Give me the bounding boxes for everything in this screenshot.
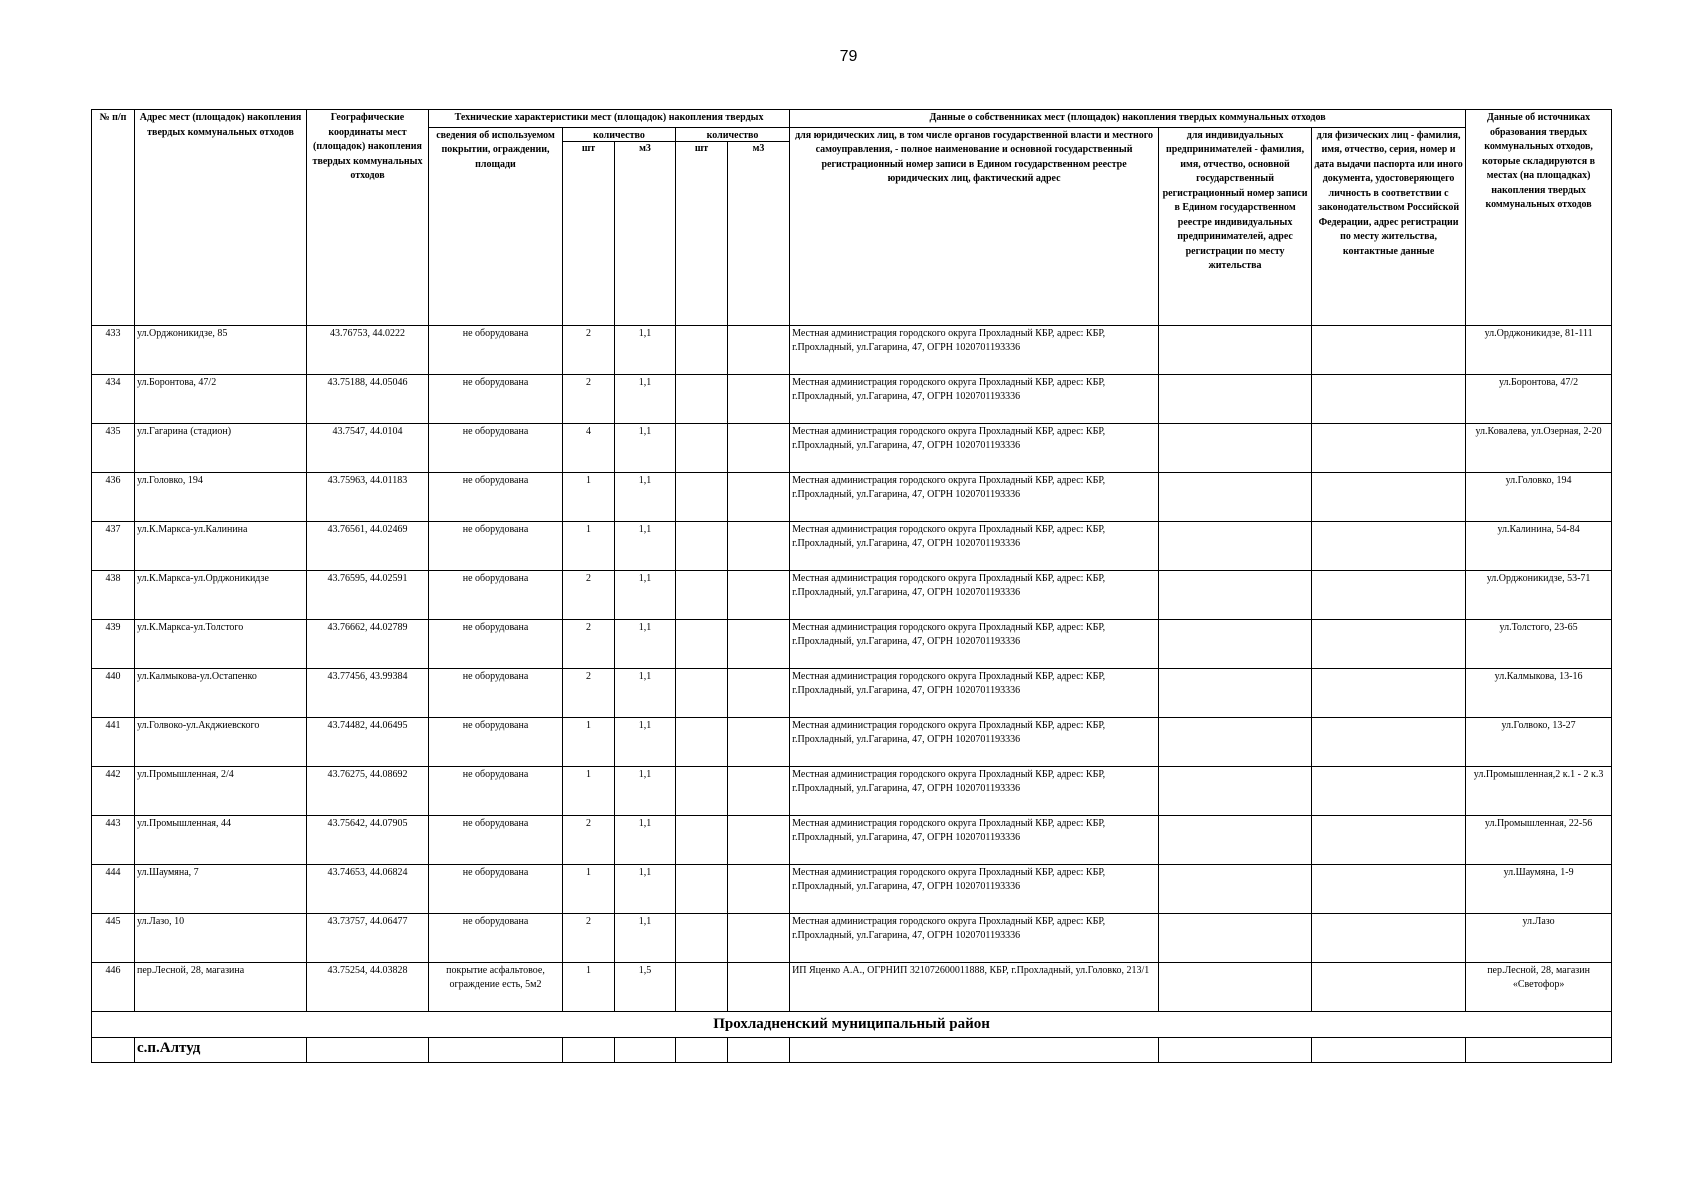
header-unit-pcs-planned: шт xyxy=(676,141,728,325)
row-m3-planned xyxy=(728,423,790,472)
settlement-empty-cell xyxy=(1312,1037,1466,1062)
row-owner-legal: Местная администрация городского округа Прохладный КБР, адрес: КБР, г.Прохладный, ул.Гагарина, 47, ОГРН 1020701193336 xyxy=(790,815,1159,864)
row-coords: 43.75642, 44.07905 xyxy=(307,815,429,864)
row-cover: не оборудована xyxy=(429,423,563,472)
row-owner-person xyxy=(1312,570,1466,619)
row-owner-legal: Местная администрация городского округа Прохладный КБР, адрес: КБР, г.Прохладный, ул.Гагарина, 47, ОГРН 1020701193336 xyxy=(790,717,1159,766)
header-qty-planned: количество xyxy=(676,127,790,141)
row-cover: не оборудована xyxy=(429,374,563,423)
row-owner-person xyxy=(1312,325,1466,374)
row-address: ул.Орджоникидзе, 85 xyxy=(135,325,307,374)
row-coords: 43.75254, 44.03828 xyxy=(307,962,429,1011)
row-m3: 1,1 xyxy=(615,423,676,472)
row-coords: 43.73757, 44.06477 xyxy=(307,913,429,962)
row-pcs-planned xyxy=(676,717,728,766)
table-row xyxy=(92,423,1612,472)
row-pcs-planned xyxy=(676,423,728,472)
row-address: ул.Голвоко-ул.Акджиевского xyxy=(135,717,307,766)
header-cover: сведения об используемом покрытии, ограждении, площади xyxy=(429,127,563,325)
table-row xyxy=(92,864,1612,913)
header-tech-group: Технические характеристики мест (площадок) накопления твердых xyxy=(429,110,790,128)
row-num: 434 xyxy=(92,374,135,423)
row-m3: 1,5 xyxy=(615,962,676,1011)
row-pcs-planned xyxy=(676,962,728,1011)
row-num: 442 xyxy=(92,766,135,815)
row-source: ул.Промышленная, 22-56 xyxy=(1466,815,1612,864)
row-pcs: 1 xyxy=(563,962,615,1011)
row-owner-person xyxy=(1312,766,1466,815)
row-owner-ip xyxy=(1159,374,1312,423)
row-owner-person xyxy=(1312,374,1466,423)
row-address: ул.Калмыкова-ул.Остапенко xyxy=(135,668,307,717)
row-source: ул.Боронтова, 47/2 xyxy=(1466,374,1612,423)
table-row xyxy=(92,325,1612,374)
row-owner-ip xyxy=(1159,717,1312,766)
row-m3-planned xyxy=(728,766,790,815)
row-cover: не оборудована xyxy=(429,521,563,570)
row-pcs: 1 xyxy=(563,766,615,815)
page-number: 79 xyxy=(839,48,858,65)
row-source: ул.Лазо xyxy=(1466,913,1612,962)
row-pcs-planned xyxy=(676,570,728,619)
row-m3-planned xyxy=(728,472,790,521)
row-source: ул.Голвоко, 13-27 xyxy=(1466,717,1612,766)
row-pcs: 2 xyxy=(563,668,615,717)
row-owner-ip xyxy=(1159,962,1312,1011)
row-owner-ip xyxy=(1159,570,1312,619)
row-owner-legal: Местная администрация городского округа Прохладный КБР, адрес: КБР, г.Прохладный, ул.Гагарина, 47, ОГРН 1020701193336 xyxy=(790,521,1159,570)
row-cover: не оборудована xyxy=(429,913,563,962)
row-owner-legal: Местная администрация городского округа Прохладный КБР, адрес: КБР, г.Прохладный, ул.Гагарина, 47, ОГРН 1020701193336 xyxy=(790,423,1159,472)
row-m3-planned xyxy=(728,717,790,766)
row-cover: не оборудована xyxy=(429,766,563,815)
row-coords: 43.77456, 43.99384 xyxy=(307,668,429,717)
row-source: ул.Шаумяна, 1-9 xyxy=(1466,864,1612,913)
row-coords: 43.74653, 44.06824 xyxy=(307,864,429,913)
table-row xyxy=(92,766,1612,815)
row-address: ул.Промышленная, 44 xyxy=(135,815,307,864)
row-owner-ip xyxy=(1159,619,1312,668)
header-owner-legal: для юридических лиц, в том числе органов государственной власти и местного самоуправления, - полное наименование и основной государственный регистрационный номер записи в Едином государственном реестре юридических лиц, фактический адрес xyxy=(790,127,1159,325)
settlement-empty-cell xyxy=(728,1037,790,1062)
row-num: 443 xyxy=(92,815,135,864)
row-m3-planned xyxy=(728,962,790,1011)
settlement-num xyxy=(92,1037,135,1062)
settlement-name-cell xyxy=(135,1037,307,1062)
row-owner-person xyxy=(1312,423,1466,472)
row-cover: покрытие асфальтовое, ограждение есть, 5м2 xyxy=(429,962,563,1011)
row-owner-person xyxy=(1312,717,1466,766)
row-cover: не оборудована xyxy=(429,717,563,766)
row-source: ул.Промышленная,2 к.1 - 2 к.3 xyxy=(1466,766,1612,815)
row-owner-legal: Местная администрация городского округа Прохладный КБР, адрес: КБР, г.Прохладный, ул.Гагарина, 47, ОГРН 1020701193336 xyxy=(790,668,1159,717)
row-num: 433 xyxy=(92,325,135,374)
row-num: 446 xyxy=(92,962,135,1011)
settlement-empty-cell xyxy=(1466,1037,1612,1062)
row-pcs: 2 xyxy=(563,374,615,423)
row-m3: 1,1 xyxy=(615,913,676,962)
row-num: 440 xyxy=(92,668,135,717)
row-m3: 1,1 xyxy=(615,766,676,815)
row-coords: 43.76561, 44.02469 xyxy=(307,521,429,570)
row-owner-legal: Местная администрация городского округа Прохладный КБР, адрес: КБР, г.Прохладный, ул.Гагарина, 47, ОГРН 1020701193336 xyxy=(790,766,1159,815)
row-pcs: 1 xyxy=(563,717,615,766)
row-m3-planned xyxy=(728,619,790,668)
row-pcs: 1 xyxy=(563,472,615,521)
row-cover: не оборудована xyxy=(429,815,563,864)
row-pcs-planned xyxy=(676,864,728,913)
row-address: ул.Лазо, 10 xyxy=(135,913,307,962)
row-coords: 43.76662, 44.02789 xyxy=(307,619,429,668)
table-row xyxy=(92,472,1612,521)
row-owner-ip xyxy=(1159,472,1312,521)
header-qty-placed: количество xyxy=(563,127,676,141)
row-owner-person xyxy=(1312,864,1466,913)
row-address: ул.Головко, 194 xyxy=(135,472,307,521)
row-m3-planned xyxy=(728,815,790,864)
row-address: ул.Шаумяна, 7 xyxy=(135,864,307,913)
row-num: 438 xyxy=(92,570,135,619)
row-num: 435 xyxy=(92,423,135,472)
row-owner-legal: Местная администрация городского округа Прохладный КБР, адрес: КБР, г.Прохладный, ул.Гагарина, 47, ОГРН 1020701193336 xyxy=(790,570,1159,619)
row-m3-planned xyxy=(728,325,790,374)
row-m3: 1,1 xyxy=(615,864,676,913)
row-cover: не оборудована xyxy=(429,668,563,717)
row-source: пер.Лесной, 28, магазин «Светофор» xyxy=(1466,962,1612,1011)
table-row xyxy=(92,717,1612,766)
settlement-empty-cell xyxy=(429,1037,563,1062)
row-m3: 1,1 xyxy=(615,815,676,864)
row-source: ул.Ковалева, ул.Озерная, 2-20 xyxy=(1466,423,1612,472)
row-coords: 43.76753, 44.0222 xyxy=(307,325,429,374)
table-row xyxy=(92,521,1612,570)
settlement-empty-cell xyxy=(676,1037,728,1062)
row-pcs: 2 xyxy=(563,570,615,619)
row-owner-ip xyxy=(1159,766,1312,815)
row-address: ул.К.Маркса-ул.Орджоникидзе xyxy=(135,570,307,619)
row-owner-person xyxy=(1312,962,1466,1011)
table-row xyxy=(92,962,1612,1011)
header-unit-m3-placed: м3 xyxy=(615,141,676,325)
row-num: 437 xyxy=(92,521,135,570)
row-address: ул.Промышленная, 2/4 xyxy=(135,766,307,815)
row-pcs-planned xyxy=(676,766,728,815)
row-pcs: 1 xyxy=(563,864,615,913)
row-pcs-planned xyxy=(676,325,728,374)
row-coords: 43.76595, 44.02591 xyxy=(307,570,429,619)
row-m3: 1,1 xyxy=(615,325,676,374)
settlement-empty-cell xyxy=(563,1037,615,1062)
row-cover: не оборудована xyxy=(429,570,563,619)
table-row xyxy=(92,374,1612,423)
row-pcs: 1 xyxy=(563,521,615,570)
row-owner-ip xyxy=(1159,913,1312,962)
row-m3-planned xyxy=(728,668,790,717)
row-coords: 43.76275, 44.08692 xyxy=(307,766,429,815)
row-owner-legal: Местная администрация городского округа Прохладный КБР, адрес: КБР, г.Прохладный, ул.Гагарина, 47, ОГРН 1020701193336 xyxy=(790,472,1159,521)
row-owner-ip xyxy=(1159,864,1312,913)
table-row xyxy=(92,913,1612,962)
settlement-row xyxy=(92,1037,1612,1062)
row-source: ул.Калмыкова, 13-16 xyxy=(1466,668,1612,717)
row-owner-ip xyxy=(1159,815,1312,864)
header-owner-ip: для индивидуальных предпринимателей - фамилия, имя, отчество, основной государственный регистрационный номер записи в Едином государственном реестре индивидуальных предпринимателей, адрес регистрации по месту жительства xyxy=(1159,127,1312,325)
row-cover: не оборудована xyxy=(429,864,563,913)
row-num: 436 xyxy=(92,472,135,521)
settlement-empty-cell xyxy=(1159,1037,1312,1062)
row-source: ул.Орджоникидзе, 53-71 xyxy=(1466,570,1612,619)
row-pcs: 2 xyxy=(563,815,615,864)
settlement-empty-cell xyxy=(790,1037,1159,1062)
row-coords: 43.74482, 44.06495 xyxy=(307,717,429,766)
header-coords: Географические координаты мест (площадок) накопления твердых коммунальных отходов xyxy=(307,110,429,326)
row-num: 441 xyxy=(92,717,135,766)
row-owner-legal: Местная администрация городского округа Прохладный КБР, адрес: КБР, г.Прохладный, ул.Гагарина, 47, ОГРН 1020701193336 xyxy=(790,619,1159,668)
table-body xyxy=(92,325,1612,1062)
header-owners-group: Данные о собственниках мест (площадок) накопления твердых коммунальных отходов xyxy=(790,110,1466,128)
row-address: ул.К.Маркса-ул.Толстого xyxy=(135,619,307,668)
row-owner-legal: ИП Яценко А.А., ОГРНИП 321072600011888, КБР, г.Прохладный, ул.Головко, 213/1 xyxy=(790,962,1159,1011)
row-source: ул.Калинина, 54-84 xyxy=(1466,521,1612,570)
row-m3: 1,1 xyxy=(615,619,676,668)
header-address: Адрес мест (площадок) накопления твердых коммунальных отходов xyxy=(135,110,307,326)
row-owner-ip xyxy=(1159,423,1312,472)
row-owner-legal: Местная администрация городского округа Прохладный КБР, адрес: КБР, г.Прохладный, ул.Гагарина, 47, ОГРН 1020701193336 xyxy=(790,913,1159,962)
row-owner-person xyxy=(1312,815,1466,864)
row-address: ул.Боронтова, 47/2 xyxy=(135,374,307,423)
row-num: 445 xyxy=(92,913,135,962)
row-owner-legal: Местная администрация городского округа Прохладный КБР, адрес: КБР, г.Прохладный, ул.Гагарина, 47, ОГРН 1020701193336 xyxy=(790,325,1159,374)
row-owner-person xyxy=(1312,521,1466,570)
row-pcs-planned xyxy=(676,472,728,521)
row-address: ул.Гагарина (стадион) xyxy=(135,423,307,472)
header-owner-person: для физических лиц - фамилия, имя, отчество, серия, номер и дата выдачи паспорта или иного документа, удостоверяющего личность в соответствии с законодательством Российской Федерации, адрес регистрации по месту жительства, контактные данные xyxy=(1312,127,1466,325)
row-num: 439 xyxy=(92,619,135,668)
row-m3: 1,1 xyxy=(615,374,676,423)
row-cover: не оборудована xyxy=(429,325,563,374)
district-row xyxy=(92,1011,1612,1037)
row-owner-ip xyxy=(1159,521,1312,570)
row-owner-person xyxy=(1312,472,1466,521)
row-m3-planned xyxy=(728,374,790,423)
row-pcs-planned xyxy=(676,815,728,864)
row-owner-person xyxy=(1312,913,1466,962)
row-num: 444 xyxy=(92,864,135,913)
table-row xyxy=(92,570,1612,619)
row-address: пер.Лесной, 28, магазина xyxy=(135,962,307,1011)
settlement-name: с.п.Алтуд xyxy=(137,1040,201,1057)
row-pcs: 2 xyxy=(563,619,615,668)
row-pcs: 2 xyxy=(563,913,615,962)
row-source: ул.Головко, 194 xyxy=(1466,472,1612,521)
row-source: ул.Толстого, 23-65 xyxy=(1466,619,1612,668)
row-pcs-planned xyxy=(676,668,728,717)
settlement-empty-cell xyxy=(307,1037,429,1062)
row-pcs: 2 xyxy=(563,325,615,374)
settlement-empty-cell xyxy=(615,1037,676,1062)
row-owner-person xyxy=(1312,668,1466,717)
table-header xyxy=(92,110,1612,326)
row-m3-planned xyxy=(728,570,790,619)
waste-sites-table xyxy=(91,109,1612,1063)
table-row xyxy=(92,815,1612,864)
header-unit-pcs-placed: шт xyxy=(563,141,615,325)
row-owner-ip xyxy=(1159,325,1312,374)
table-row xyxy=(92,619,1612,668)
row-owner-person xyxy=(1312,619,1466,668)
row-m3: 1,1 xyxy=(615,521,676,570)
table-row xyxy=(92,668,1612,717)
header-sources: Данные об источниках образования твердых коммунальных отходов, которые складируются в местах (на площадках) накопления твердых коммунальных отходов xyxy=(1466,110,1612,326)
row-pcs-planned xyxy=(676,374,728,423)
header-num: № п/п xyxy=(92,110,135,326)
row-m3: 1,1 xyxy=(615,472,676,521)
row-m3: 1,1 xyxy=(615,717,676,766)
row-pcs-planned xyxy=(676,521,728,570)
row-m3: 1,1 xyxy=(615,668,676,717)
row-address: ул.К.Маркса-ул.Калинина xyxy=(135,521,307,570)
row-coords: 43.7547, 44.0104 xyxy=(307,423,429,472)
district-name: Прохладненский муниципальный район xyxy=(92,1011,1612,1037)
row-source: ул.Орджоникидзе, 81-111 xyxy=(1466,325,1612,374)
row-coords: 43.75963, 44.01183 xyxy=(307,472,429,521)
row-cover: не оборудована xyxy=(429,472,563,521)
row-owner-legal: Местная администрация городского округа Прохладный КБР, адрес: КБР, г.Прохладный, ул.Гагарина, 47, ОГРН 1020701193336 xyxy=(790,374,1159,423)
row-pcs-planned xyxy=(676,913,728,962)
row-pcs: 4 xyxy=(563,423,615,472)
row-owner-legal: Местная администрация городского округа Прохладный КБР, адрес: КБР, г.Прохладный, ул.Гагарина, 47, ОГРН 1020701193336 xyxy=(790,864,1159,913)
row-m3-planned xyxy=(728,864,790,913)
row-cover: не оборудована xyxy=(429,619,563,668)
row-m3-planned xyxy=(728,521,790,570)
row-pcs-planned xyxy=(676,619,728,668)
row-m3-planned xyxy=(728,913,790,962)
row-m3: 1,1 xyxy=(615,570,676,619)
header-unit-m3-planned: м3 xyxy=(728,141,790,325)
row-owner-ip xyxy=(1159,668,1312,717)
row-coords: 43.75188, 44.05046 xyxy=(307,374,429,423)
